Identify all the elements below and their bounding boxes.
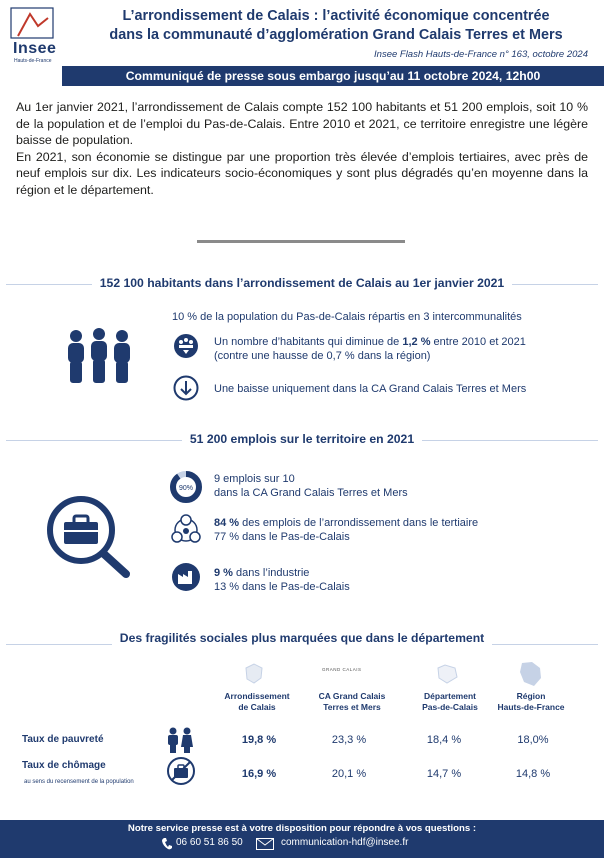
donut-90-icon: [169, 470, 203, 504]
tertiary-sector-icon: [169, 513, 203, 547]
page-title: [72, 7, 600, 45]
column-header-departement: Département Pas-de-Calais: [422, 691, 478, 712]
footer: [0, 820, 604, 858]
column-header-arrondissement: Arrondissement de Calais: [224, 691, 290, 712]
map-departement-icon: [435, 663, 459, 685]
section-3-title: Des fragilités sociales plus marquées que dans le département: [0, 631, 604, 645]
publication-reference: Insee Flash Hauts-de-France n° 163, octobre 2024: [374, 49, 588, 60]
header: [0, 0, 604, 66]
population-share-text: 10 % de la population du Pas-de-Calais répartis en 3 intercommunalités: [172, 311, 522, 323]
poverty-arrondissement: 19,8 %: [241, 734, 277, 746]
jobs-ca-text: 9 emplois sur 10 dans la CA Grand Calais Terres et Mers: [214, 473, 408, 499]
phone-icon: [161, 837, 173, 851]
title-line-2: dans la communauté d’agglomération Grand Calais Terres et Mers: [109, 27, 563, 43]
email-icon: [256, 838, 274, 850]
email-link[interactable]: communication-hdf@insee.fr: [281, 837, 409, 848]
insee-logo-icon: [8, 6, 58, 42]
unemployment-ca: 20,1 %: [331, 768, 367, 780]
embargo-banner: Communiqué de presse sous embargo jusqu’au 11 octobre 2024, 12h00: [62, 66, 604, 86]
unemployment-region: 14,8 %: [515, 768, 551, 780]
industry-text: 9 % dans l’industrie 13 % dans le Pas-de-Calais: [214, 567, 350, 593]
column-header-region: Région Hauts-de-France: [497, 691, 565, 712]
intro-text: [16, 99, 588, 199]
phone-link[interactable]: 06 60 51 86 50: [176, 837, 243, 848]
unemployment-arrondissement: 16,9 %: [241, 768, 277, 780]
population-change-text: Un nombre d’habitants qui diminue de 1,2 % entre 2010 et 2021 (contre une hausse de 0,7 % dans la région): [214, 336, 526, 362]
intro-paragraph-1: Au 1er janvier 2021, l’arrondissement de Calais compte 152 100 habitants et 51 200 emplois, soit 10 % de la population et de l’emploi du Pas-de-Calais. Entre 2010 et 2021, ce territoire enregistre une légère baisse de population.: [16, 100, 588, 148]
poverty-departement: 18,4 %: [426, 734, 462, 746]
donut-label: 90%: [178, 485, 194, 492]
separator: [197, 240, 405, 243]
poverty-region: 18,0%: [517, 734, 549, 746]
column-header-ca: CA Grand Calais Terres et Mers: [318, 691, 386, 712]
row-sublabel-unemployment: au sens du recensement de la population: [24, 779, 134, 785]
row-label-poverty: Taux de pauvreté: [22, 734, 104, 745]
map-grand-calais-label: GRAND CALAIS: [322, 667, 362, 672]
tertiary-text: 84 % des emplois de l’arrondissement dans le tertiaire 77 % dans le Pas-de-Calais: [214, 517, 479, 543]
logo-region: Hauts-de-France: [14, 58, 52, 64]
logo-name: Insee: [13, 40, 57, 57]
title-line-1: L’arrondissement de Calais : l’activité économique concentrée: [122, 8, 550, 24]
poverty-ca: 23,3 %: [331, 734, 367, 746]
unemployment-icon: [166, 756, 196, 786]
map-arrondissement-icon: [242, 662, 266, 686]
insee-logo[interactable]: [8, 6, 58, 64]
poverty-icon: [165, 727, 195, 753]
search-employment-icon: [46, 494, 132, 578]
population-icon: [60, 326, 138, 388]
footer-contact-intro: Notre service presse est à votre disposition pour répondre à vos questions :: [127, 823, 477, 834]
unemployment-departement: 14,7 %: [426, 768, 462, 780]
section-2-title: 51 200 emplois sur le territoire en 2021: [0, 432, 604, 446]
map-region-icon: [516, 660, 544, 688]
intro-paragraph-2: En 2021, son économie se distingue par une proportion très élevée d’emplois tertiaires, avec près de neuf emplois sur dix. Les indicateurs socio-économiques y sont plus dégradés qu’en moyenne dans la région et le département.: [16, 149, 588, 197]
row-label-unemployment: Taux de chômage: [22, 760, 106, 771]
factory-icon: [171, 562, 201, 592]
arrow-down-icon: [173, 375, 199, 401]
population-decline-ca-text: Une baisse uniquement dans la CA Grand Calais Terres et Mers: [214, 383, 527, 395]
population-decrease-icon: [173, 333, 199, 359]
section-1-title: 152 100 habitants dans l’arrondissement de Calais au 1er janvier 2021: [0, 276, 604, 290]
